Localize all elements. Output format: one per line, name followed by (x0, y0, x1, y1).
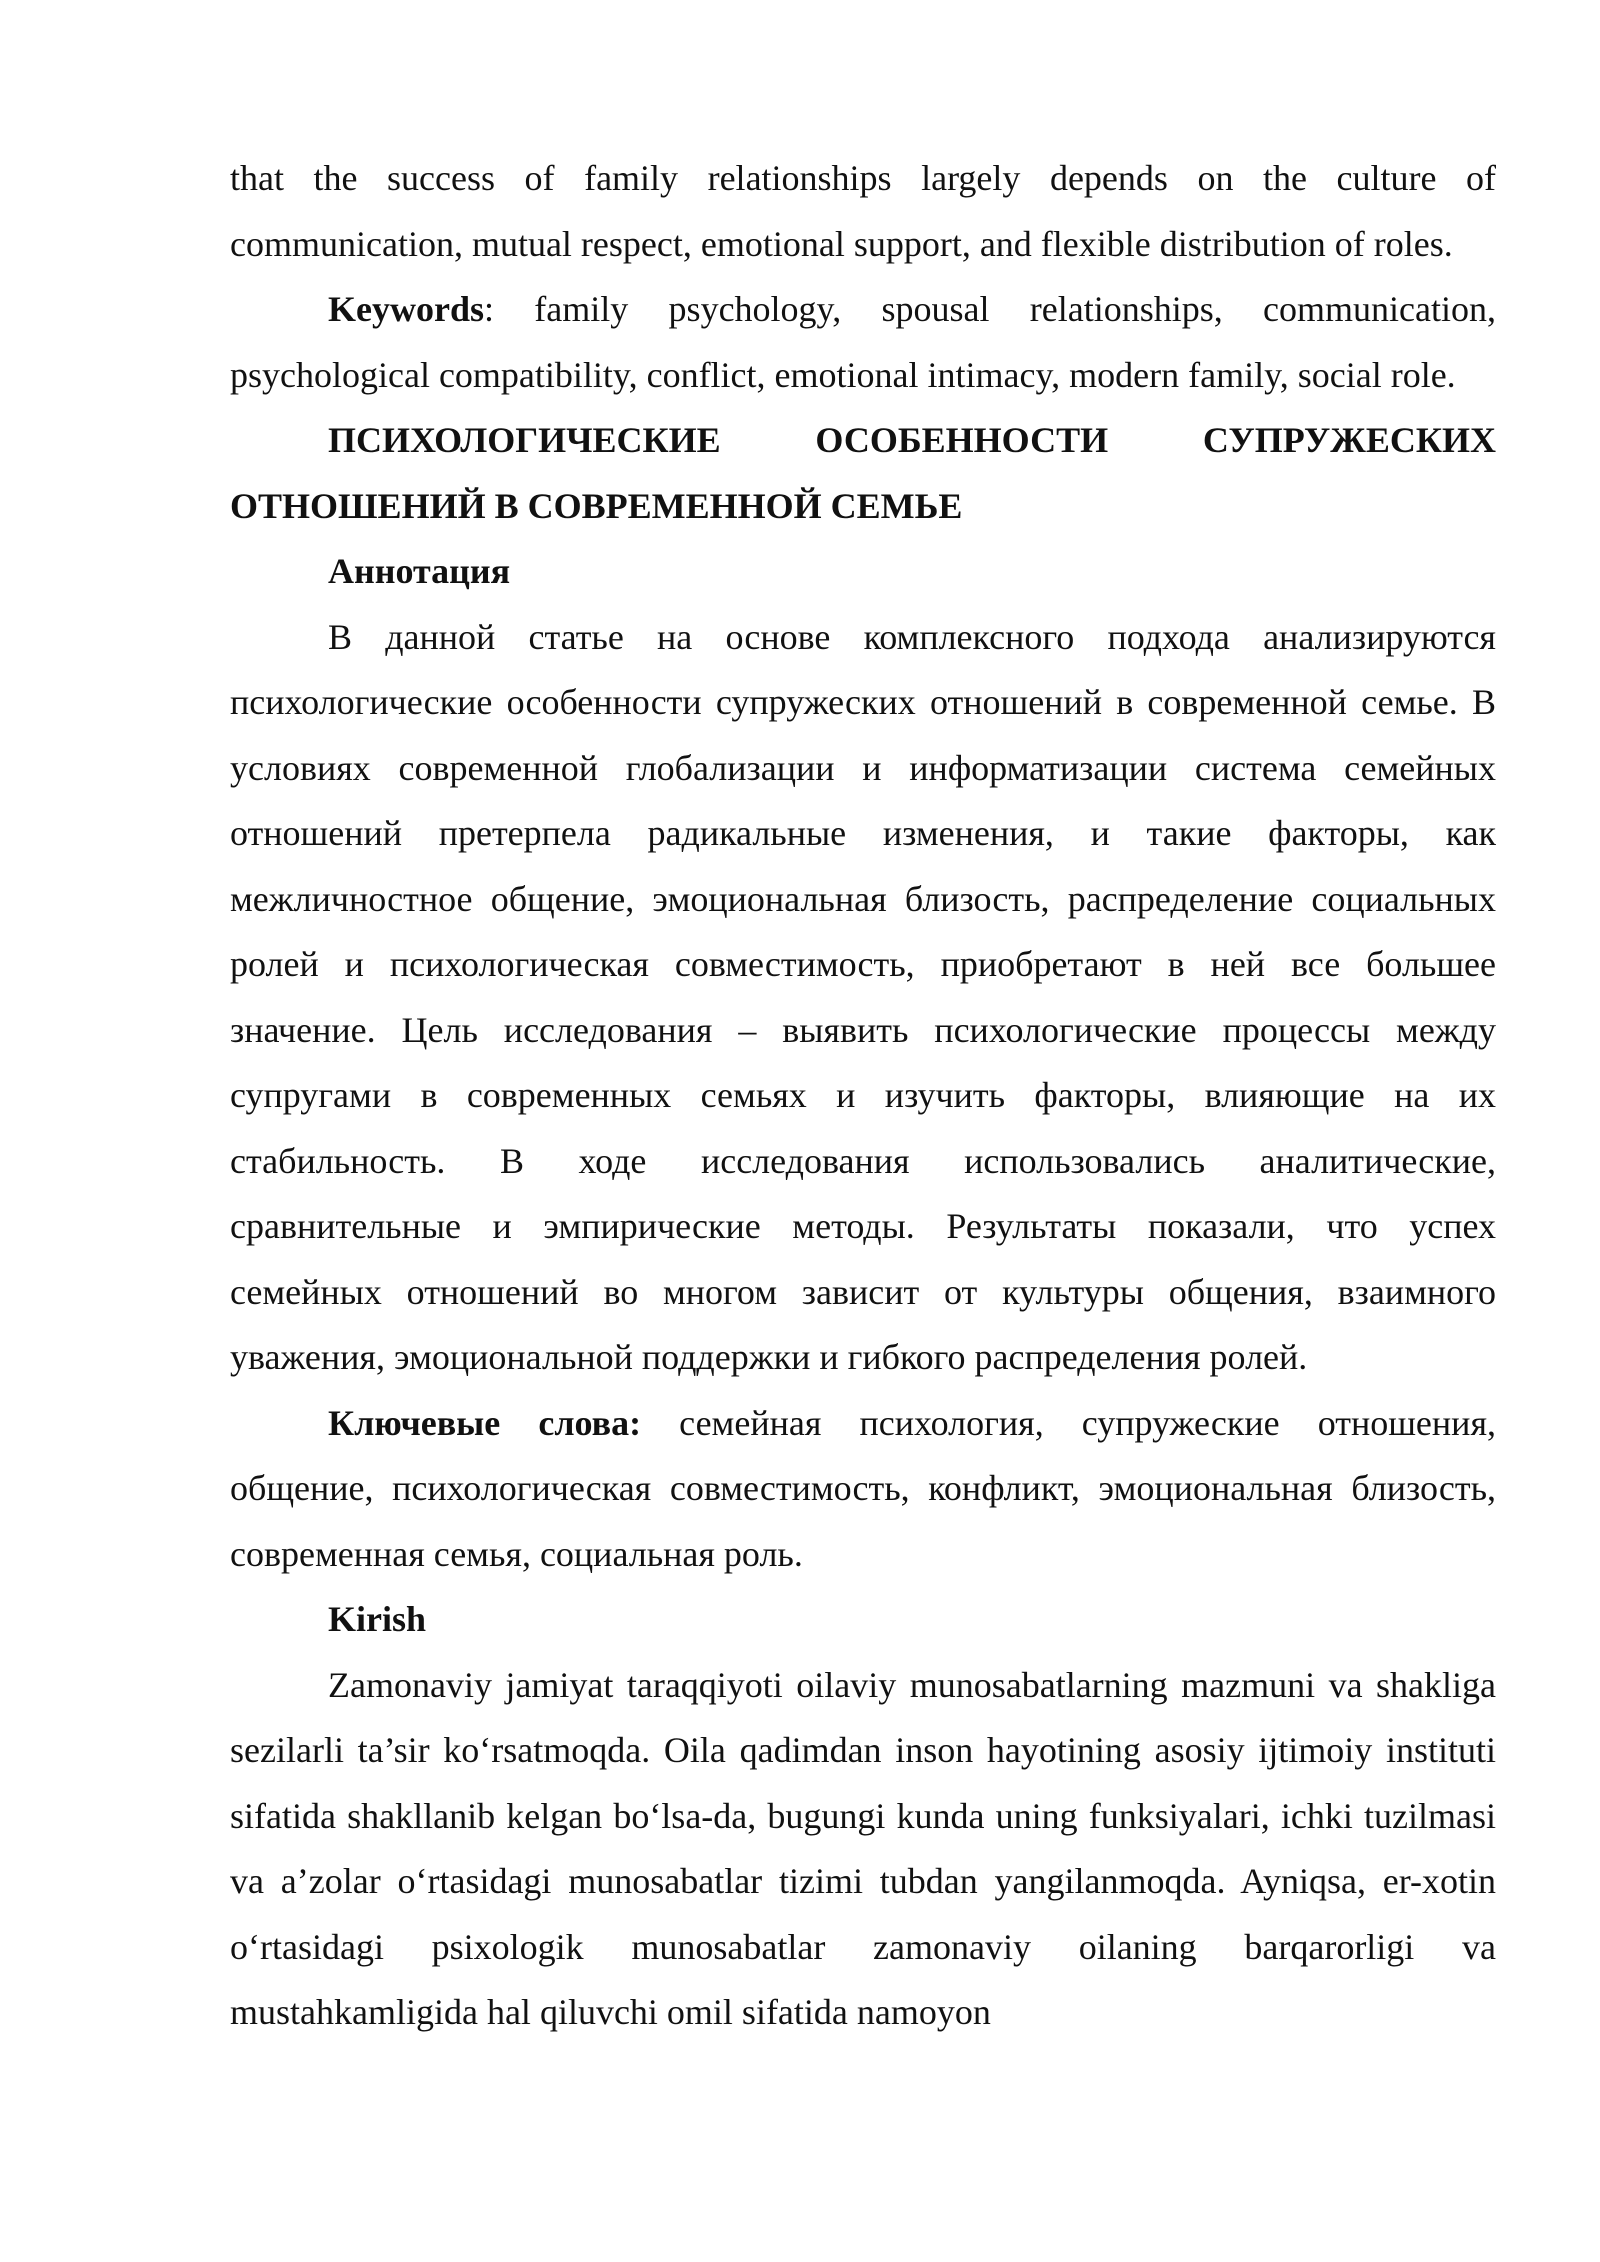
keywords-en-paragraph (230, 277, 1496, 408)
annotation-heading: Аннотация (328, 551, 511, 591)
intro-paragraph: Zamonaviy jamiyat taraqqiyoti oilaviy munosabatlarning mazmuni va shakliga sezilarli ta’sir ko‘rsatmoqda. Oila qadimdan inson hayotining asosiy ijtimoiy instituti sifatida shakllanib kelgan bo‘lsa-da, bugungi kunda uning funksiyalari, ichki tuzilmasi va a’zolar o‘rtasidagi munosabatlar tizimi tubdan yangilanmoqda. Ayniqsa, er-xotin o‘rtasidagi psixologik munosabatlar zamonaviy oilaning barqarorligi va mustahkamligida hal qiluvchi omil sifatida namoyon (230, 1664, 1496, 2032)
keywords-ru-paragraph (230, 1391, 1496, 1588)
article-title-ru-line1: ПСИХОЛОГИЧЕСКИЕ ОСОБЕННОСТИ СУПРУЖЕСКИХ (328, 420, 1496, 460)
keywords-ru-text: семейная психология, супружеские отношения, общение, психологическая совместимость, конфликт, эмоциональная близость, современная семья, социальная роль. (230, 1402, 1496, 1574)
annotation-paragraph: В данной статье на основе комплексного подхода анализируются психологические особенности супружеских отношений в современной семье. В условиях современной глобализации и информатизации система семейных отношений претерпела радикальные изменения, и такие факторы, как межличностное общение, эмоциональная близость, распределение социальных ролей и психологическая совместимость, приобретают в ней все большее значение. Цель исследования – выявить психологические процессы между супругами в современных семьях и изучить факторы, влияющие на их стабильность. В ходе исследования использовались аналитические, сравнительные и эмпирические методы. Результаты показали, что успех семейных отношений во многом зависит от культуры общения, взаимного уважения, эмоциональной поддержки и гибкого распределения ролей. (230, 616, 1496, 1377)
keywords-ru-label: Ключевые слова: (328, 1402, 642, 1443)
article-title-ru-line2: ОТНОШЕНИЙ В СОВРЕМЕННОЙ СЕМЬЕ (230, 485, 963, 526)
article-title-ru (230, 408, 1496, 539)
intro-heading: Kirish (328, 1599, 427, 1639)
keywords-en-text: : family psychology, spousal relationships, communication, psychological compatibility, conflict, emotional intimacy, modern family, social role. (230, 289, 1496, 395)
keywords-en-label: Keywords (328, 289, 484, 329)
paragraph-continuation: that the success of family relationships largely depends on the culture of communication, mutual respect, emotional support, and flexible distribution of roles. (230, 158, 1496, 264)
text-column (230, 146, 1496, 2046)
